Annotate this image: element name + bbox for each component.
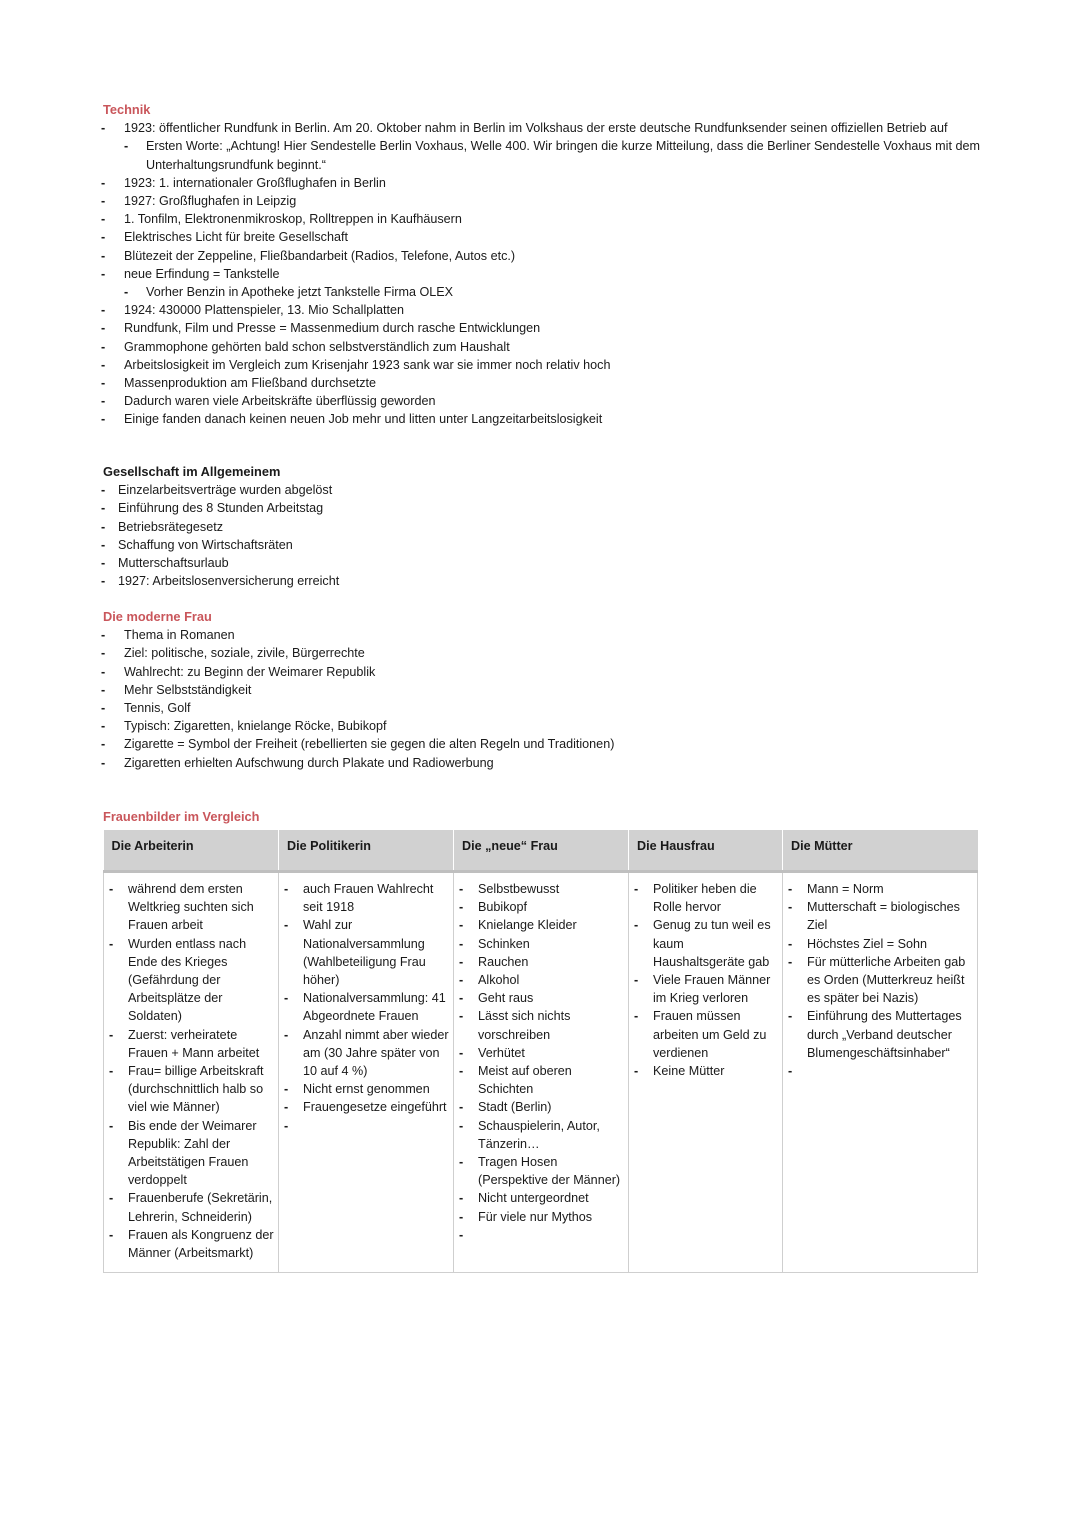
list-item: - Für viele nur Mythos <box>458 1208 624 1226</box>
comparison-table <box>103 830 978 1273</box>
list-item: - Elektrisches Licht für breite Gesellschaft <box>103 228 983 246</box>
cell-politikerin <box>279 872 454 1273</box>
list-item: - Einführung des Muttertages durch „Verband deutscher Blumengeschäftsinhaber“ <box>787 1007 973 1062</box>
list-item: - Anzahl nimmt aber wieder am (30 Jahre später von 10 auf 4 %) <box>283 1026 449 1081</box>
list-item: - Verhütet <box>458 1044 624 1062</box>
list-item: - Dadurch waren viele Arbeitskräfte überflüssig geworden <box>103 392 983 410</box>
list-item: - Keine Mütter <box>633 1062 778 1080</box>
list-item: - Betriebsrätegesetz <box>103 518 983 536</box>
list-item: - Rauchen <box>458 953 624 971</box>
list-item: - Frauenberufe (Sekretärin, Lehrerin, Schneiderin) <box>108 1189 274 1225</box>
list-item: - Lässt sich nichts vorschreiben <box>458 1007 624 1043</box>
list-item: - Einführung des 8 Stunden Arbeitstag <box>103 499 983 517</box>
cell-arbeiterin <box>104 872 279 1273</box>
list-item: - Ziel: politische, soziale, zivile, Bürgerrechte <box>103 644 983 662</box>
list-item: - Tennis, Golf <box>103 699 983 717</box>
list-item: - 1927: Arbeitslosenversicherung erreicht <box>103 572 983 590</box>
list-item: - Mann = Norm <box>787 880 973 898</box>
list-item: - Frauen müssen arbeiten um Geld zu verdienen <box>633 1007 778 1062</box>
list-item: - Stadt (Berlin) <box>458 1098 624 1116</box>
list-item: - Nicht ernst genommen <box>283 1080 449 1098</box>
list-item: - Nationalversammlung: 41 Abgeordnete Frauen <box>283 989 449 1025</box>
list-item: - Geht raus <box>458 989 624 1007</box>
list-item: - Tragen Hosen (Perspektive der Männer) <box>458 1153 624 1189</box>
list-item: - Viele Frauen Männer im Krieg verloren <box>633 971 778 1007</box>
list-item: - Mutterschaftsurlaub <box>103 554 983 572</box>
heading-technik: Technik <box>103 102 151 117</box>
list-item: - Wahl zur Nationalversammlung (Wahlbeteiligung Frau höher) <box>283 916 449 989</box>
list-item: - Blütezeit der Zeppeline, Fließbandarbeit (Radios, Telefone, Autos etc.) <box>103 247 983 265</box>
table-row <box>104 872 978 1273</box>
list-item: - Meist auf oberen Schichten <box>458 1062 624 1098</box>
list-item: - Grammophone gehörten bald schon selbstverständlich zum Haushalt <box>103 338 983 356</box>
cell-hausfrau <box>629 872 783 1273</box>
table-header-row <box>104 830 978 872</box>
list-item: - Für mütterliche Arbeiten gab es Orden (Mutterkreuz heißt es später bei Nazis) <box>787 953 973 1008</box>
section-technik <box>103 101 983 429</box>
list-item: - Einige fanden danach keinen neuen Job mehr und litten unter Langzeitarbeitslosigkeit <box>103 410 983 428</box>
list-item: - Frauen als Kongruenz der Männer (Arbeitsmarkt) <box>108 1226 274 1262</box>
section-gesellschaft <box>103 463 983 590</box>
list-item: - Wahlrecht: zu Beginn der Weimarer Republik <box>103 663 983 681</box>
empty-bullet <box>283 1117 449 1131</box>
list-item: - 1923: 1. internationaler Großflughafen in Berlin <box>103 174 983 192</box>
sub-list <box>124 137 983 173</box>
list-item: - Knielange Kleider <box>458 916 624 934</box>
heading-gesellschaft: Gesellschaft im Allgemeinem <box>103 464 281 479</box>
list-item: - Politiker heben die Rolle hervor <box>633 880 778 916</box>
list-item: - Einzelarbeitsverträge wurden abgelöst <box>103 481 983 499</box>
list-item: - Selbstbewusst <box>458 880 624 898</box>
cell-neue-frau <box>454 872 629 1273</box>
list-item: - Nicht untergeordnet <box>458 1189 624 1207</box>
column-header-muetter: Die Mütter <box>783 830 978 872</box>
list-item: - 1923: öffentlicher Rundfunk in Berlin. Am 20. Oktober nahm in Berlin im Volkshaus der erste deutsche Rundfunksender seinen offiziellen Betrieb auf - Ersten Worte: „Achtung! Hier Sendestelle Berlin Voxhaus, Welle 400. Wir bringen die kurze Mitteilung, dass die Berliner Sendestelle Voxhaus mit dem Unterhaltungsrundfunk beginnt.“ <box>103 119 983 174</box>
empty-bullet <box>787 1062 973 1076</box>
column-header-hausfrau: Die Hausfrau <box>629 830 783 872</box>
list-item: - Schinken <box>458 935 624 953</box>
list-item: - Frauengesetze eingeführt <box>283 1098 449 1116</box>
list-item: - Typisch: Zigaretten, knielange Röcke, Bubikopf <box>103 717 983 735</box>
heading-frauenbilder: Frauenbilder im Vergleich <box>103 809 260 824</box>
section-moderne-frau <box>103 608 983 772</box>
heading-moderne-frau: Die moderne Frau <box>103 609 212 624</box>
column-header-neue-frau: Die „neue“ Frau <box>454 830 629 872</box>
list-item: - Vorher Benzin in Apotheke jetzt Tankstelle Firma OLEX <box>124 283 983 301</box>
list-item: - Alkohol <box>458 971 624 989</box>
technik-list <box>103 119 983 428</box>
section-frauenbilder <box>103 808 983 826</box>
list-item: - neue Erfindung = Tankstelle - Vorher Benzin in Apotheke jetzt Tankstelle Firma OLEX <box>103 265 983 301</box>
gesellschaft-list <box>103 481 983 590</box>
list-item: - Schauspielerin, Autor, Tänzerin… <box>458 1117 624 1153</box>
list-item: - 1927: Großflughafen in Leipzig <box>103 192 983 210</box>
list-item: - Zigaretten erhielten Aufschwung durch Plakate und Radiowerbung <box>103 754 983 772</box>
column-header-politikerin: Die Politikerin <box>279 830 454 872</box>
list-item: - 1. Tonfilm, Elektronenmikroskop, Rolltreppen in Kaufhäusern <box>103 210 983 228</box>
list-item: - Höchstes Ziel = Sohn <box>787 935 973 953</box>
list-item: - Bis ende der Weimarer Republik: Zahl der Arbeitstätigen Frauen verdoppelt <box>108 1117 274 1190</box>
list-item: - Mehr Selbstständigkeit <box>103 681 983 699</box>
list-item: - auch Frauen Wahlrecht seit 1918 <box>283 880 449 916</box>
list-item: - während dem ersten Weltkrieg suchten sich Frauen arbeit <box>108 880 274 935</box>
list-item: - 1924: 430000 Plattenspieler, 13. Mio Schallplatten <box>103 301 983 319</box>
moderne-frau-list <box>103 626 983 772</box>
empty-bullet <box>458 1226 624 1240</box>
list-item: - Thema in Romanen <box>103 626 983 644</box>
list-item: - Frau= billige Arbeitskraft (durchschnittlich halb so viel wie Männer) <box>108 1062 274 1117</box>
list-item: - Zuerst: verheiratete Frauen + Mann arbeitet <box>108 1026 274 1062</box>
list-item: - Rundfunk, Film und Presse = Massenmedium durch rasche Entwicklungen <box>103 319 983 337</box>
list-item: - Arbeitslosigkeit im Vergleich zum Krisenjahr 1923 sank war sie immer noch relativ hoch <box>103 356 983 374</box>
sub-list <box>124 283 983 301</box>
list-item: - Massenproduktion am Fließband durchsetzte <box>103 374 983 392</box>
list-item: - Schaffung von Wirtschaftsräten <box>103 536 983 554</box>
list-item: - Zigarette = Symbol der Freiheit (rebellierten sie gegen die alten Regeln und Traditionen) <box>103 735 983 753</box>
list-item: - Bubikopf <box>458 898 624 916</box>
column-header-arbeiterin: Die Arbeiterin <box>104 830 279 872</box>
list-item: - Wurden entlass nach Ende des Krieges (Gefährdung der Arbeitsplätze der Soldaten) <box>108 935 274 1026</box>
list-item: - Ersten Worte: „Achtung! Hier Sendestelle Berlin Voxhaus, Welle 400. Wir bringen die kurze Mitteilung, dass die Berliner Sendestelle Voxhaus mit dem Unterhaltungsrundfunk beginnt.“ <box>124 137 983 173</box>
list-item: - Mutterschaft = biologisches Ziel <box>787 898 973 934</box>
cell-muetter <box>783 872 978 1273</box>
list-item: - Genug zu tun weil es kaum Haushaltsgeräte gab <box>633 916 778 971</box>
